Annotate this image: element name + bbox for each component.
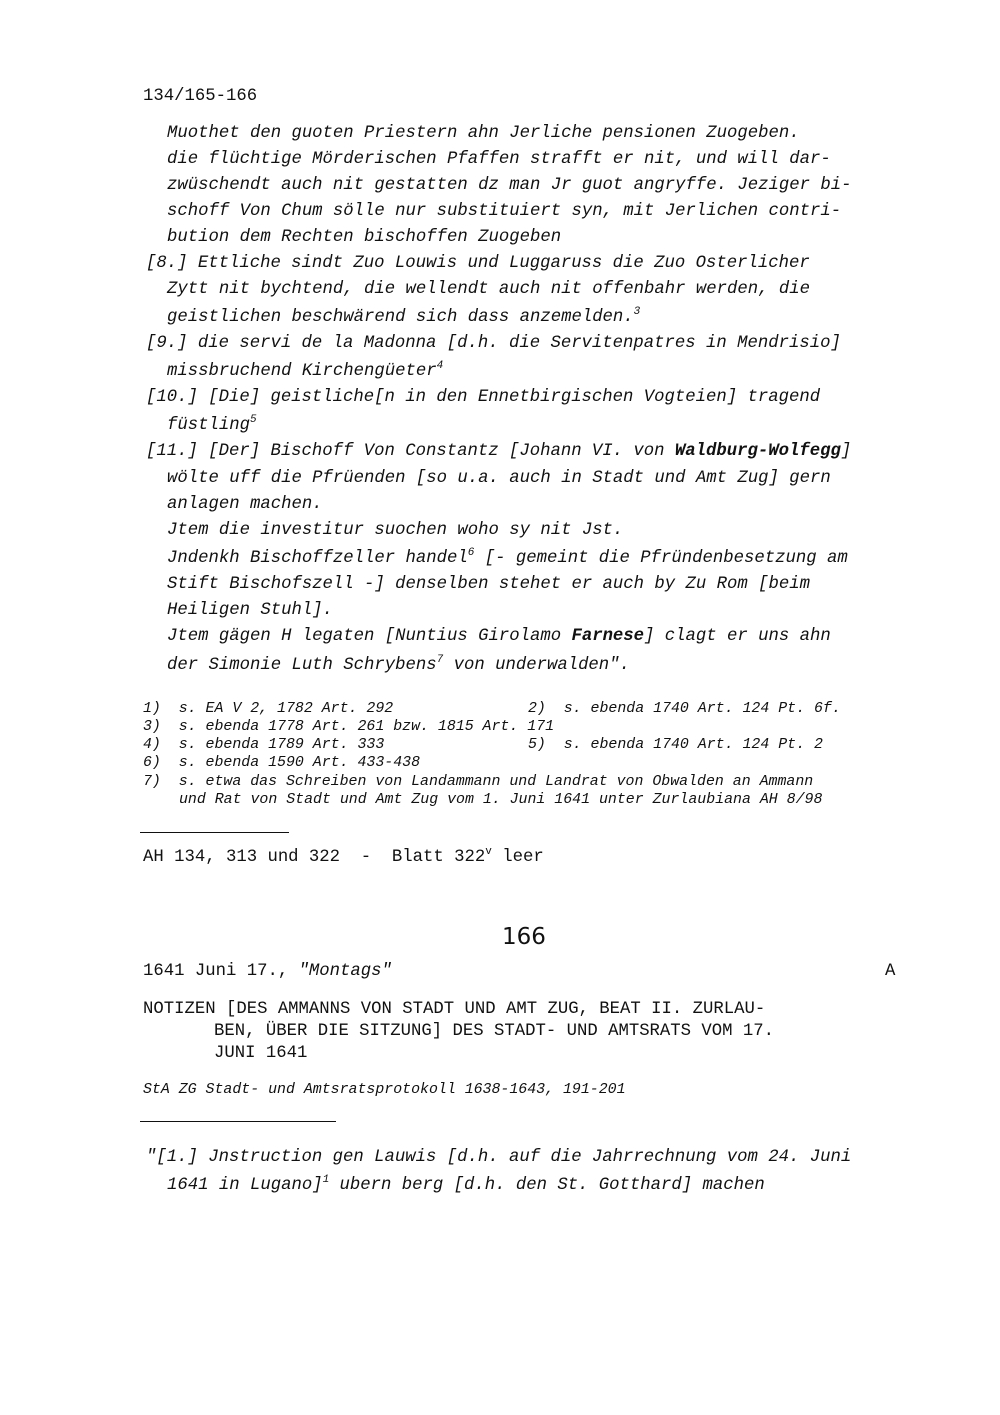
body-line: Jndenkh Bischoffzeller handel$^6$ [- gemeint die Pfründenbesetzung am	[167, 547, 848, 568]
footnote: 7) s. etwa das Schreiben von Landammann und Landrat von Obwalden an Ammann	[143, 774, 814, 790]
footnote: 2) s. ebenda 1740 Art. 124 Pt. 6f.	[528, 701, 841, 717]
body-line: 1641 in Lugano]$^1$ ubern berg [d.h. den St. Gotthard] machen	[167, 1174, 765, 1195]
body-line: missbruchend Kirchengüeter$^4$	[167, 360, 444, 381]
footnote: 6) s. ebenda 1590 Art. 433-438	[143, 755, 421, 771]
body-line: schoff Von Chum sölle nur substituiert syn, mit Jerlichen contri-	[167, 202, 842, 221]
body-line: der Simonie Luth Schrybens$^7$ von underwalden".	[167, 654, 630, 675]
footnote: 4) s. ebenda 1789 Art. 333	[143, 737, 385, 753]
person-name: Waldburg-Wolfegg	[674, 442, 841, 461]
page-reference: 134/165-166	[143, 87, 258, 106]
footnote-marker: 7	[436, 654, 444, 666]
body-line: die flüchtige Mörderischen Pfaffen strafft er nit, und will dar-	[167, 150, 831, 169]
body-line: füstling$^5$	[167, 414, 257, 435]
entry-date: 1641 Juni 17., "Montags"	[143, 962, 392, 981]
body-line: Jtem die investitur suochen woho sy nit Jst.	[167, 521, 624, 540]
body-line: anlagen machen.	[167, 495, 323, 514]
separator-rule	[140, 1121, 336, 1122]
body-line: wölte uff die Pfrüenden [so u.a. auch in Stadt und Amt Zug] gern	[167, 469, 831, 488]
body-line: Zytt nit bychtend, die wellendt auch nit offenbahr werden, die	[167, 280, 810, 299]
footnote: 1) s. EA V 2, 1782 Art. 292	[143, 701, 394, 717]
entry-title: BEN, ÜBER DIE SITZUNG] DES STADT- UND AMTSRATS VOM 17.	[214, 1022, 775, 1041]
footnote-marker: 6	[467, 547, 475, 559]
body-line: zwüschendt auch nit gestatten dz man Jr guot angryffe. Jeziger bi-	[167, 176, 852, 195]
body-line: Stift Bischofszell -] denselben stehet er auch by Zu Rom [beim	[167, 575, 810, 594]
footnote-marker: 1	[322, 1174, 330, 1186]
footnote-marker: 5	[249, 414, 257, 426]
entry-marker: A	[885, 962, 896, 981]
source-note: AH 134, 313 und 322 - Blatt 322$^v$ leer	[143, 846, 544, 867]
footnote: und Rat von Stadt und Amt Zug vom 1. Juni 1641 unter Zurlaubiana AH 8/98	[179, 792, 823, 808]
separator-rule	[140, 832, 289, 833]
footnote: 5) s. ebenda 1740 Art. 124 Pt. 2	[528, 737, 823, 753]
footnote: 3) s. ebenda 1778 Art. 261 bzw. 1815 Art. 171	[143, 719, 555, 735]
body-line: bution dem Rechten bischoffen Zuogeben	[167, 228, 562, 247]
entry-title: NOTIZEN [DES AMMANNS VON STADT UND AMT ZUG, BEAT II. ZURLAU-	[143, 1000, 766, 1019]
body-line: [9.] die servi de la Madonna [d.h. die Servitenpatres in Mendrisio]	[146, 334, 841, 353]
body-line: [8.] Ettliche sindt Zuo Louwis und Luggaruss die Zuo Osterlicher	[146, 254, 810, 273]
body-line: Heiligen Stuhl].	[167, 601, 333, 620]
body-line: Jtem gägen H legaten [Nuntius Girolamo Farnese] clagt er uns ahn	[167, 627, 831, 646]
body-line: geistlichen beschwärend sich dass anzemelden.$^3$	[167, 306, 641, 327]
entry-title: JUNI 1641	[214, 1044, 308, 1063]
body-line: [10.] [Die] geistliche[n in den Ennetbirgischen Vogteien] tragend	[146, 388, 821, 407]
body-line: "[1.] Jnstruction gen Lauwis [d.h. auf die Jahrrechnung vom 24. Juni	[146, 1148, 852, 1167]
entry-number: 166	[502, 924, 546, 950]
footnote-marker: 4	[436, 360, 444, 372]
body-line: Muothet den guoten Priestern ahn Jerliche pensionen Zuogeben.	[167, 124, 800, 143]
person-name: Farnese	[571, 627, 645, 646]
entry-source: StA ZG Stadt- und Amtsratsprotokoll 1638-1643, 191-201	[143, 1082, 626, 1098]
body-line: [11.] [Der] Bischoff Von Constantz [Johann VI. von Waldburg-Wolfegg]	[146, 442, 852, 461]
footnote-marker: 3	[633, 306, 641, 318]
